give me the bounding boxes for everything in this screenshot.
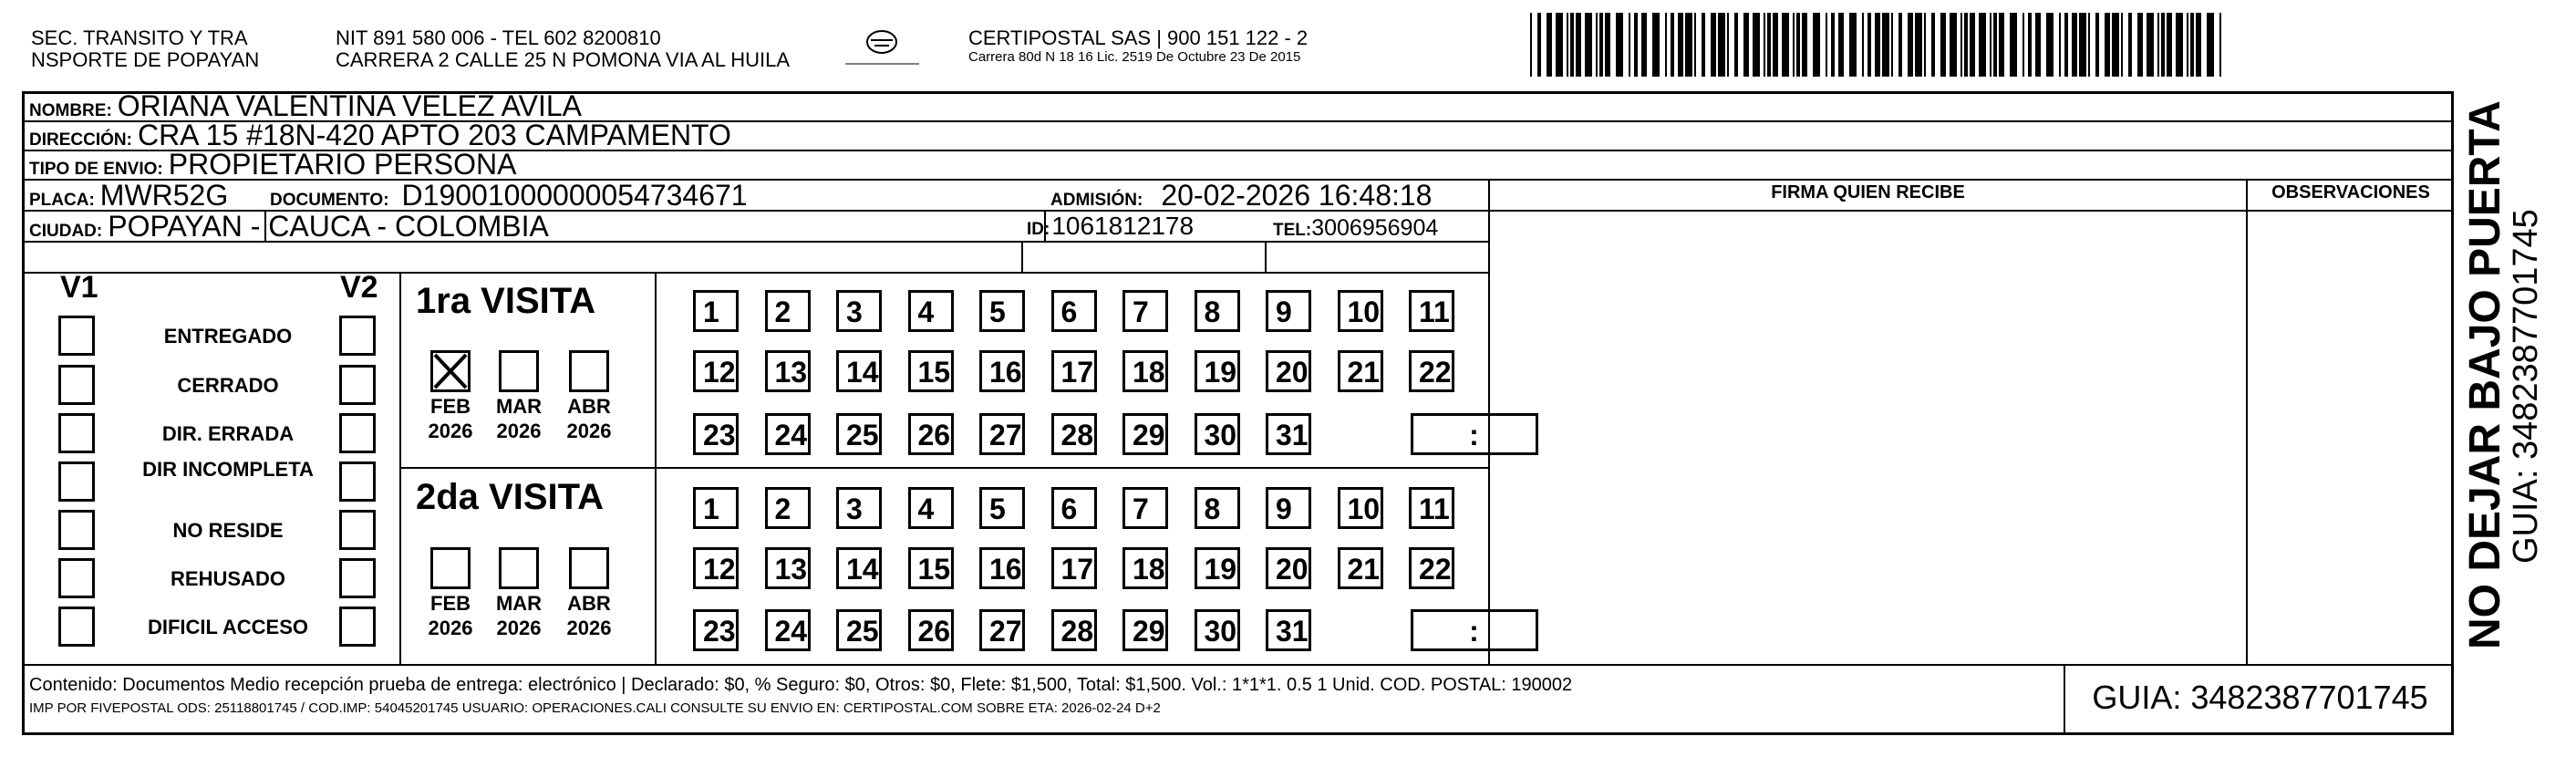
- month-year: 2026: [566, 420, 612, 442]
- day-box[interactable]: 4: [908, 487, 954, 529]
- day-box[interactable]: 26: [908, 609, 954, 651]
- v1-checkbox[interactable]: [58, 461, 95, 502]
- sender-block: [31, 27, 259, 71]
- sender-line-1: SEC. TRANSITO Y TRA: [31, 26, 248, 49]
- month-checkbox[interactable]: [499, 350, 539, 392]
- address-line: CARRERA 2 CALLE 25 N POMONA VIA AL HUILA: [336, 48, 791, 71]
- day-box[interactable]: 28: [1051, 413, 1097, 455]
- day-box[interactable]: 13: [765, 350, 811, 392]
- status-label: DIFICIL ACCESO: [147, 616, 308, 638]
- courier-line-1: CERTIPOSTAL SAS | 900 151 122 - 2: [968, 26, 1309, 49]
- ciudad-value: POPAYAN - CAUCA - COLOMBIA: [108, 210, 549, 243]
- day-box[interactable]: 6: [1051, 487, 1097, 529]
- day-box[interactable]: 11: [1409, 290, 1454, 332]
- day-box[interactable]: 20: [1266, 350, 1311, 392]
- month-name: FEB: [430, 592, 471, 615]
- day-box[interactable]: 14: [836, 350, 882, 392]
- v1-header: V1: [60, 270, 98, 305]
- day-box[interactable]: 3: [836, 290, 882, 332]
- month-year: 2026: [496, 420, 542, 442]
- day-box[interactable]: 25: [836, 609, 882, 651]
- admision-value: 20-02-2026 16:48:18: [1161, 179, 1433, 212]
- month-label: [423, 394, 478, 443]
- day-box[interactable]: 8: [1195, 290, 1240, 332]
- v1-checkbox[interactable]: [58, 365, 95, 405]
- day-box[interactable]: 23: [693, 413, 739, 455]
- month-name: ABR: [567, 395, 611, 418]
- side-warning: NO DEJAR BAJO PUERTA: [2461, 100, 2509, 649]
- day-box[interactable]: 28: [1051, 609, 1097, 651]
- signature-area[interactable]: [1492, 213, 2244, 662]
- day-box[interactable]: 11: [1409, 487, 1454, 529]
- month-name: ABR: [567, 592, 611, 615]
- day-box[interactable]: 31: [1266, 609, 1311, 651]
- nombre-label: NOMBRE:: [29, 101, 112, 120]
- placa-label: PLACA:: [29, 191, 95, 210]
- visit-2-title: 2da VISITA: [416, 477, 604, 517]
- tel-field: [1273, 213, 1438, 246]
- month-label: [423, 591, 478, 640]
- direccion-value: CRA 15 #18N-420 APTO 203 CAMPAMENTO: [137, 119, 731, 151]
- day-box[interactable]: 25: [836, 413, 882, 455]
- day-box[interactable]: 31: [1266, 413, 1311, 455]
- nombre-value: ORIANA VALENTINA VELEZ AVILA: [117, 89, 583, 122]
- status-label: ENTREGADO: [163, 325, 293, 347]
- tel-label: TEL:: [1273, 221, 1312, 240]
- day-box[interactable]: 24: [765, 413, 811, 455]
- month-checkbox[interactable]: [499, 547, 539, 589]
- ciudad-label: CIUDAD:: [29, 222, 103, 241]
- day-box[interactable]: 3: [836, 487, 882, 529]
- month-name: MAR: [495, 395, 543, 418]
- month-year: 2026: [566, 617, 612, 639]
- placa-value: MWR52G: [99, 179, 229, 212]
- day-box[interactable]: 9: [1266, 487, 1311, 529]
- imp-text: IMP POR FIVEPOSTAL ODS: 25118801745 / COD.IMP: 54045201745 USUARIO: OPERACIONES.CALI CONSULTE SU ENVIO EN: CERTIPOSTAL.COM SOBRE ETA: 2026-02-24 D+2: [29, 700, 1161, 716]
- day-box[interactable]: 15: [908, 350, 954, 392]
- day-box[interactable]: 16: [979, 350, 1025, 392]
- day-box[interactable]: 21: [1338, 547, 1383, 589]
- courier-line-2: Carrera 80d N 18 16 Lic. 2519 De Octubre 23 De 2015: [968, 49, 1301, 65]
- courier-block: [968, 27, 1308, 66]
- tipo-envio-value: PROPIETARIO PERSONA: [168, 148, 517, 181]
- day-box[interactable]: 27: [979, 413, 1025, 455]
- observaciones-area[interactable]: [2250, 213, 2452, 662]
- documento-value: D19001000000054734671: [401, 179, 748, 212]
- month-label: [491, 591, 546, 640]
- day-box[interactable]: 2: [765, 290, 811, 332]
- day-box[interactable]: 7: [1122, 290, 1168, 332]
- day-box[interactable]: 16: [979, 547, 1025, 589]
- barcode-icon: [1530, 13, 2228, 77]
- day-box[interactable]: 30: [1195, 609, 1240, 651]
- day-box[interactable]: 15: [908, 547, 954, 589]
- id-field: [1027, 211, 1194, 245]
- time-box[interactable]: :: [1411, 413, 1538, 455]
- v1-checkbox[interactable]: [58, 558, 95, 598]
- observaciones-header: OBSERVACIONES: [2271, 182, 2430, 202]
- day-box[interactable]: 23: [693, 609, 739, 651]
- month-checkbox[interactable]: [430, 547, 471, 589]
- documento-label: DOCUMENTO:: [270, 191, 389, 210]
- check-x-icon: [433, 353, 468, 389]
- day-box[interactable]: 19: [1195, 547, 1240, 589]
- day-box[interactable]: 10: [1338, 290, 1383, 332]
- contenido-text: Contenido: Documentos Medio recepción prueba de entrega: electrónico | Declarado: $0, % Seguro: $0, Otros: $0, Flete: $1,500, Total: $1,500. Vol.: 1*1*1. 0.5 1 Unid. COD. POSTAL: 190002: [29, 675, 1573, 695]
- v1-checkbox[interactable]: [58, 510, 95, 550]
- month-label: [562, 394, 616, 443]
- status-label: CERRADO: [177, 374, 279, 397]
- status-label: REHUSADO: [171, 567, 285, 590]
- day-box[interactable]: 12: [693, 547, 739, 589]
- day-box[interactable]: 4: [908, 290, 954, 332]
- id-value: 1061812178: [1051, 212, 1195, 240]
- barcode: [1530, 13, 2228, 77]
- v2-header: V2: [340, 270, 378, 305]
- status-label: DIR. ERRADA: [161, 422, 295, 445]
- courier-logo: [843, 26, 921, 76]
- day-box[interactable]: 9: [1266, 290, 1311, 332]
- day-box[interactable]: 19: [1195, 350, 1240, 392]
- firma-header: FIRMA QUIEN RECIBE: [1771, 182, 1965, 202]
- month-year: 2026: [428, 617, 473, 639]
- month-checkbox[interactable]: [569, 547, 609, 589]
- month-label: [562, 591, 616, 640]
- side-guia: GUIA: 3482387701745: [2507, 209, 2545, 564]
- admision-label: ADMISIÓN:: [1050, 191, 1143, 210]
- month-checkbox[interactable]: [430, 350, 471, 392]
- day-box[interactable]: 12: [693, 350, 739, 392]
- v1-checkbox[interactable]: [58, 607, 95, 647]
- day-box[interactable]: 22: [1409, 547, 1454, 589]
- tipo-envio-label: TIPO DE ENVIO:: [29, 160, 163, 179]
- day-box[interactable]: 30: [1195, 413, 1240, 455]
- day-box[interactable]: 18: [1122, 350, 1168, 392]
- day-box[interactable]: 13: [765, 547, 811, 589]
- day-box[interactable]: 6: [1051, 290, 1097, 332]
- month-checkbox[interactable]: [569, 350, 609, 392]
- day-box[interactable]: 17: [1051, 350, 1097, 392]
- day-box[interactable]: 1: [693, 487, 739, 529]
- day-box[interactable]: 5: [979, 487, 1025, 529]
- day-box[interactable]: 8: [1195, 487, 1240, 529]
- month-name: FEB: [430, 395, 471, 418]
- sender-address-block: [336, 27, 790, 71]
- month-year: 2026: [428, 420, 473, 442]
- day-box[interactable]: 27: [979, 609, 1025, 651]
- guia-box: GUIA: 3482387701745: [2092, 679, 2428, 716]
- day-box[interactable]: 29: [1122, 609, 1168, 651]
- direccion-label: DIRECCIÓN:: [29, 130, 132, 150]
- day-box[interactable]: 5: [979, 290, 1025, 332]
- day-box[interactable]: 20: [1266, 547, 1311, 589]
- sender-line-2: NSPORTE DE POPAYAN: [31, 48, 260, 71]
- day-box[interactable]: 22: [1409, 350, 1454, 392]
- time-box[interactable]: :: [1411, 609, 1538, 651]
- tel-value: 3006956904: [1311, 215, 1439, 241]
- v1-checkbox[interactable]: [58, 413, 95, 453]
- courier-logo-icon: [843, 26, 921, 76]
- day-box[interactable]: 26: [908, 413, 954, 455]
- day-box[interactable]: 24: [765, 609, 811, 651]
- ciudad-field: [29, 211, 549, 247]
- month-label: [491, 394, 546, 443]
- visit-1-title: 1ra VISITA: [416, 281, 596, 321]
- month-year: 2026: [496, 617, 542, 639]
- v1-checkbox[interactable]: [58, 316, 95, 356]
- day-box[interactable]: 7: [1122, 487, 1168, 529]
- nit-line: NIT 891 580 006 - TEL 602 8200810: [336, 26, 661, 49]
- status-label: NO RESIDE: [172, 519, 284, 542]
- day-box[interactable]: 2: [765, 487, 811, 529]
- month-name: MAR: [495, 592, 543, 615]
- status-label: DIR INCOMPLETA: [142, 458, 314, 481]
- id-label: ID:: [1027, 220, 1050, 239]
- day-box[interactable]: 14: [836, 547, 882, 589]
- day-box[interactable]: 21: [1338, 350, 1383, 392]
- day-box[interactable]: 29: [1122, 413, 1168, 455]
- day-box[interactable]: 10: [1338, 487, 1383, 529]
- day-box[interactable]: 17: [1051, 547, 1097, 589]
- day-box[interactable]: 18: [1122, 547, 1168, 589]
- day-box[interactable]: 1: [693, 290, 739, 332]
